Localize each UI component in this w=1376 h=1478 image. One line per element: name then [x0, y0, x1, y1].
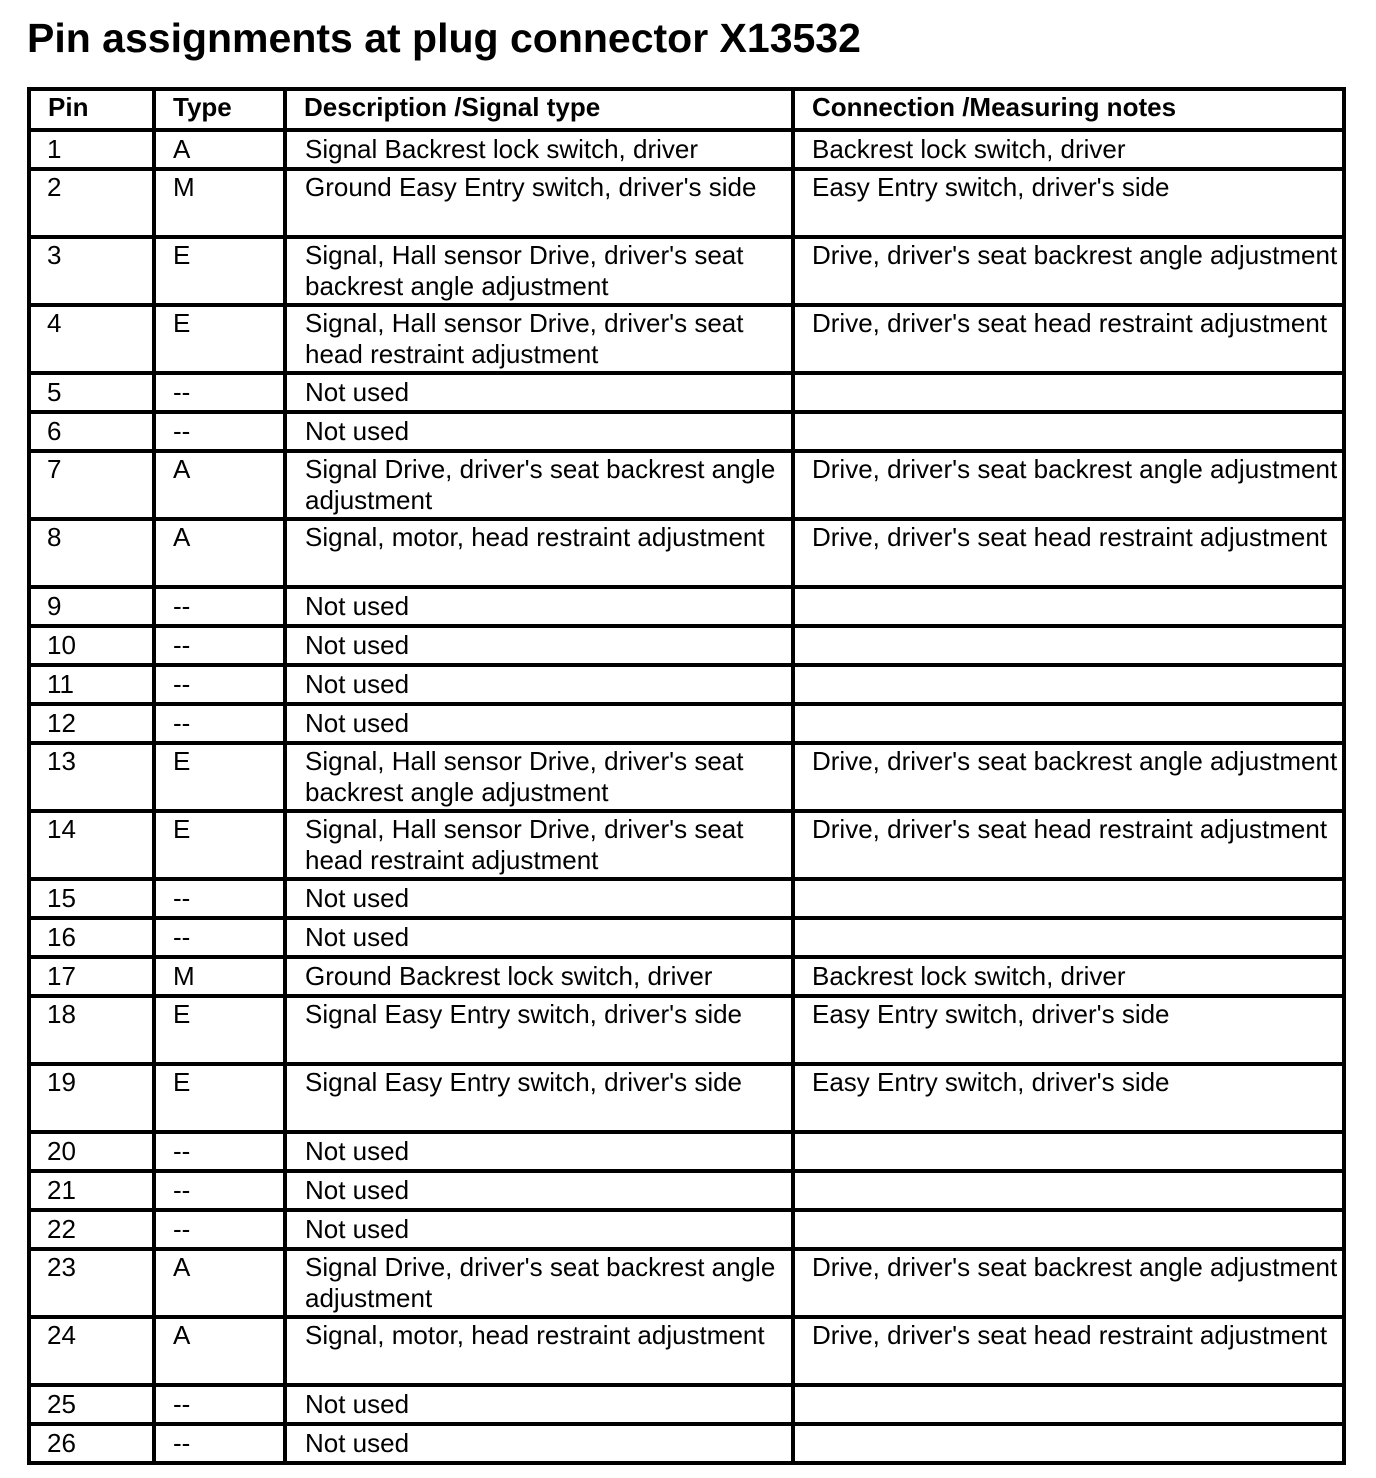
cell-desc: Not used	[285, 1424, 793, 1463]
cell-conn	[793, 412, 1344, 451]
cell-conn: Backrest lock switch, driver	[793, 130, 1344, 169]
cell-conn	[793, 626, 1344, 665]
cell-type: E	[154, 811, 285, 879]
cell-conn: Drive, driver's seat head restraint adjustment	[793, 811, 1344, 879]
cell-desc: Signal, Hall sensor Drive, driver's seat backrest angle adjustment	[285, 743, 793, 811]
cell-desc: Signal Easy Entry switch, driver's side	[285, 1064, 793, 1132]
cell-desc: Signal, motor, head restraint adjustment	[285, 519, 793, 587]
cell-type: --	[154, 918, 285, 957]
table-row	[29, 996, 1344, 1064]
cell-conn	[793, 918, 1344, 957]
header-connection: Connection /Measuring notes	[793, 89, 1344, 130]
cell-pin: 17	[29, 957, 154, 996]
cell-conn: Drive, driver's seat head restraint adjustment	[793, 519, 1344, 587]
cell-desc: Signal, motor, head restraint adjustment	[285, 1317, 793, 1385]
table-row	[29, 169, 1344, 237]
cell-desc: Signal Drive, driver's seat backrest angle adjustment	[285, 1249, 793, 1317]
cell-type: --	[154, 1385, 285, 1424]
table-row	[29, 743, 1344, 811]
table-row	[29, 1210, 1344, 1249]
cell-type: --	[154, 1132, 285, 1171]
cell-pin: 13	[29, 743, 154, 811]
cell-conn	[793, 704, 1344, 743]
cell-pin: 22	[29, 1210, 154, 1249]
cell-pin: 15	[29, 879, 154, 918]
cell-type: M	[154, 169, 285, 237]
table-row	[29, 957, 1344, 996]
cell-desc: Ground Easy Entry switch, driver's side	[285, 169, 793, 237]
cell-pin: 4	[29, 305, 154, 373]
table-row	[29, 1424, 1344, 1463]
cell-pin: 11	[29, 665, 154, 704]
table-row	[29, 1171, 1344, 1210]
table-row	[29, 1385, 1344, 1424]
table-row	[29, 305, 1344, 373]
cell-pin: 6	[29, 412, 154, 451]
cell-type: A	[154, 130, 285, 169]
table-row	[29, 451, 1344, 519]
table-header-row	[29, 89, 1344, 130]
cell-conn: Easy Entry switch, driver's side	[793, 1064, 1344, 1132]
cell-conn	[793, 1424, 1344, 1463]
cell-conn	[793, 1210, 1344, 1249]
cell-conn: Backrest lock switch, driver	[793, 957, 1344, 996]
cell-pin: 21	[29, 1171, 154, 1210]
table-row	[29, 704, 1344, 743]
cell-conn: Drive, driver's seat backrest angle adjustment	[793, 743, 1344, 811]
cell-conn: Easy Entry switch, driver's side	[793, 169, 1344, 237]
cell-pin: 10	[29, 626, 154, 665]
table-row	[29, 373, 1344, 412]
cell-pin: 23	[29, 1249, 154, 1317]
cell-conn	[793, 665, 1344, 704]
table-row	[29, 879, 1344, 918]
cell-desc: Signal, Hall sensor Drive, driver's seat head restraint adjustment	[285, 305, 793, 373]
pin-assignment-table	[27, 87, 1346, 1465]
page-title: Pin assignments at plug connector X13532	[27, 15, 861, 61]
cell-conn	[793, 1132, 1344, 1171]
cell-desc: Not used	[285, 918, 793, 957]
cell-type: --	[154, 1171, 285, 1210]
cell-desc: Signal Easy Entry switch, driver's side	[285, 996, 793, 1064]
cell-pin: 19	[29, 1064, 154, 1132]
cell-desc: Not used	[285, 587, 793, 626]
cell-type: E	[154, 305, 285, 373]
cell-desc: Signal, Hall sensor Drive, driver's seat backrest angle adjustment	[285, 237, 793, 305]
cell-desc: Not used	[285, 879, 793, 918]
cell-type: --	[154, 373, 285, 412]
cell-conn: Drive, driver's seat backrest angle adjustment	[793, 237, 1344, 305]
cell-type: --	[154, 1210, 285, 1249]
cell-pin: 9	[29, 587, 154, 626]
table-row	[29, 1064, 1344, 1132]
cell-type: E	[154, 1064, 285, 1132]
table-row	[29, 1249, 1344, 1317]
cell-pin: 12	[29, 704, 154, 743]
cell-conn	[793, 879, 1344, 918]
cell-type: A	[154, 1317, 285, 1385]
header-description: Description /Signal type	[285, 89, 793, 130]
cell-pin: 1	[29, 130, 154, 169]
cell-desc: Not used	[285, 373, 793, 412]
table-row	[29, 626, 1344, 665]
table-row	[29, 1132, 1344, 1171]
cell-conn	[793, 373, 1344, 412]
cell-pin: 14	[29, 811, 154, 879]
table-row	[29, 811, 1344, 879]
cell-pin: 2	[29, 169, 154, 237]
table-row	[29, 665, 1344, 704]
cell-pin: 20	[29, 1132, 154, 1171]
cell-desc: Not used	[285, 626, 793, 665]
cell-desc: Not used	[285, 704, 793, 743]
table-row	[29, 1317, 1344, 1385]
cell-pin: 3	[29, 237, 154, 305]
cell-type: E	[154, 237, 285, 305]
cell-conn: Drive, driver's seat backrest angle adjustment	[793, 451, 1344, 519]
cell-type: A	[154, 451, 285, 519]
cell-desc: Not used	[285, 665, 793, 704]
cell-type: M	[154, 957, 285, 996]
cell-type: --	[154, 626, 285, 665]
header-type: Type	[154, 89, 285, 130]
cell-desc: Not used	[285, 412, 793, 451]
table-row	[29, 412, 1344, 451]
cell-desc: Signal, Hall sensor Drive, driver's seat head restraint adjustment	[285, 811, 793, 879]
table-row	[29, 918, 1344, 957]
cell-pin: 8	[29, 519, 154, 587]
cell-type: --	[154, 587, 285, 626]
cell-type: A	[154, 519, 285, 587]
cell-type: A	[154, 1249, 285, 1317]
cell-desc: Not used	[285, 1385, 793, 1424]
cell-conn	[793, 1171, 1344, 1210]
cell-desc: Not used	[285, 1210, 793, 1249]
cell-type: --	[154, 1424, 285, 1463]
cell-desc: Signal Backrest lock switch, driver	[285, 130, 793, 169]
cell-pin: 16	[29, 918, 154, 957]
header-pin: Pin	[29, 89, 154, 130]
cell-conn: Drive, driver's seat head restraint adjustment	[793, 305, 1344, 373]
table-row	[29, 237, 1344, 305]
cell-type: E	[154, 996, 285, 1064]
cell-type: --	[154, 704, 285, 743]
cell-pin: 18	[29, 996, 154, 1064]
cell-pin: 25	[29, 1385, 154, 1424]
cell-desc: Ground Backrest lock switch, driver	[285, 957, 793, 996]
cell-pin: 7	[29, 451, 154, 519]
table-row	[29, 519, 1344, 587]
cell-type: --	[154, 879, 285, 918]
cell-conn	[793, 1385, 1344, 1424]
cell-pin: 26	[29, 1424, 154, 1463]
cell-conn	[793, 587, 1344, 626]
cell-conn: Drive, driver's seat head restraint adjustment	[793, 1317, 1344, 1385]
table-row	[29, 130, 1344, 169]
cell-desc: Not used	[285, 1171, 793, 1210]
cell-type: --	[154, 665, 285, 704]
cell-desc: Signal Drive, driver's seat backrest angle adjustment	[285, 451, 793, 519]
cell-conn: Drive, driver's seat backrest angle adjustment	[793, 1249, 1344, 1317]
cell-type: E	[154, 743, 285, 811]
table-row	[29, 587, 1344, 626]
cell-conn: Easy Entry switch, driver's side	[793, 996, 1344, 1064]
cell-type: --	[154, 412, 285, 451]
cell-pin: 24	[29, 1317, 154, 1385]
cell-desc: Not used	[285, 1132, 793, 1171]
cell-pin: 5	[29, 373, 154, 412]
